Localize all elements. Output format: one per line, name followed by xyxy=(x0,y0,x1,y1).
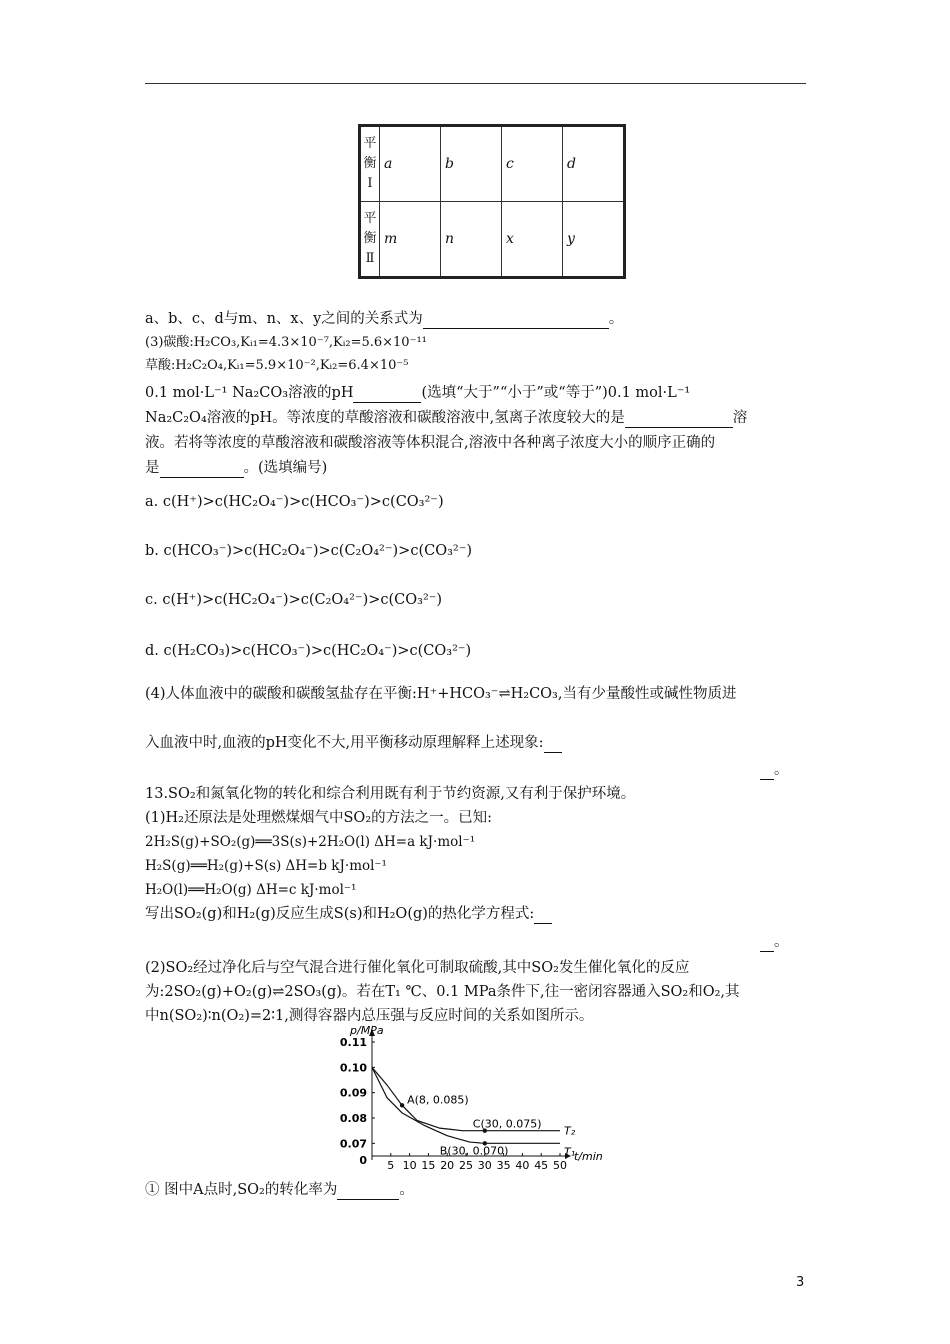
option-a: a. c(H⁺)>c(HC₂O₄⁻)>c(HCO₃⁻)>c(CO₃²⁻) xyxy=(145,494,444,510)
series-label: T₂ xyxy=(564,1124,576,1138)
table-cell: d xyxy=(563,126,625,202)
point-label: C(30, 0.075) xyxy=(472,1117,542,1131)
answer-blank[interactable] xyxy=(760,935,774,952)
point-label: B(30, 0.070) xyxy=(439,1144,509,1158)
relation-text: a、b、c、d与m、n、x、y之间的关系式为 xyxy=(145,311,423,327)
table-cell: n xyxy=(441,202,502,278)
header-rule xyxy=(145,83,806,84)
relation-end: 。 xyxy=(608,311,624,327)
q3-line3: 液。若将等浓度的草酸溶液和碳酸溶液等体积混合,溶液中各种离子浓度大小的顺序正确的 xyxy=(145,435,716,451)
x-tick-label: 25 xyxy=(459,1159,473,1172)
option-d: d. c(H₂CO₃)>c(HCO₃⁻)>c(HC₂O₄⁻)>c(CO₃²⁻) xyxy=(145,643,472,659)
x-axis-label: t/min xyxy=(574,1150,603,1163)
equation-2: H₂S(g)══H₂(g)+S(s) ΔH=b kJ·mol⁻¹ xyxy=(145,858,387,874)
answer-blank[interactable] xyxy=(423,312,609,329)
data-point xyxy=(400,1103,404,1107)
x-tick-label: 45 xyxy=(534,1159,549,1172)
answer-blank[interactable] xyxy=(337,1183,399,1200)
q3-line1b: (选填“大于”“小于”或“等于”)0.1 mol·L⁻¹ xyxy=(421,385,691,401)
y-tick-label: 0.10 xyxy=(339,1061,367,1075)
q3-line2b: 溶 xyxy=(732,410,748,426)
q13-part1: (1)H₂还原法是处理燃煤烟气中SO₂的方法之一。已知: xyxy=(145,810,493,826)
relation-question xyxy=(145,309,623,329)
q3-oxalic: 草酸:H₂C₂O₄,Kᵢ₁=5.9×10⁻²,Kᵢ₂=6.4×10⁻⁵ xyxy=(145,358,409,373)
q3-line4b: 。(选填编号) xyxy=(243,460,328,476)
q3-line2a: Na₂C₂O₄溶液的pH。等浓度的草酸溶液和碳酸溶液中,氢离子浓度较大的是 xyxy=(145,410,625,426)
x-tick-label: 20 xyxy=(440,1159,455,1172)
x-tick-label: 50 xyxy=(553,1159,567,1172)
x-tick-label: 5 xyxy=(387,1159,395,1172)
answer-blank[interactable] xyxy=(353,386,421,403)
q3-line2 xyxy=(145,408,747,428)
answer-blank[interactable] xyxy=(160,461,244,478)
q3-line4a: 是 xyxy=(145,460,160,476)
q4-end-mark: 。 xyxy=(774,762,789,778)
q4-line2-text: 入血液中时,血液的pH变化不大,用平衡移动原理解释上述现象: xyxy=(145,735,544,751)
q13-part2-line1: (2)SO₂经过净化后与空气混合进行催化氧化可制取硫酸,其中SO₂发生催化氧化的反应 xyxy=(145,960,690,976)
y-tick-label: 0 xyxy=(359,1154,367,1167)
q3-line4 xyxy=(145,458,327,478)
table-cell: a xyxy=(380,126,441,202)
table-row xyxy=(360,202,625,278)
equation-1: 2H₂S(g)+SO₂(g)══3S(s)+2H₂O(l) ΔH=a kJ·mol⁻¹ xyxy=(145,834,476,850)
row-head-1: 平衡Ⅰ xyxy=(360,126,380,202)
y-tick-label: 0.07 xyxy=(339,1137,367,1151)
pressure-time-chart xyxy=(330,1024,620,1174)
table-cell: x xyxy=(502,202,563,278)
table-cell: c xyxy=(502,126,563,202)
q4-line2 xyxy=(145,733,562,753)
y-axis-label: p/MPa xyxy=(350,1024,384,1037)
x-tick-label: 30 xyxy=(477,1159,492,1172)
q13-part1-ask-text: 写出SO₂(g)和H₂(g)反应生成S(s)和H₂O(g)的热化学方程式: xyxy=(145,906,535,922)
table-cell: m xyxy=(380,202,441,278)
answer-blank[interactable] xyxy=(534,907,552,924)
q13-part1-end-mark: 。 xyxy=(774,934,789,950)
q13-part2-ask-text: ① 图中A点时,SO₂的转化率为 xyxy=(145,1182,338,1198)
point-label: A(8, 0.085) xyxy=(407,1093,469,1107)
page-number: 3 xyxy=(796,1275,805,1290)
answer-blank[interactable] xyxy=(625,411,733,428)
q13-part2-line3: 中n(SO₂)∶n(O₂)=2∶1,测得容器内总压强与反应时间的关系如图所示。 xyxy=(145,1008,594,1024)
table-cell: y xyxy=(563,202,625,278)
q3-line1a: 0.1 mol·L⁻¹ Na₂CO₃溶液的pH xyxy=(145,385,354,401)
q13-intro: 13.SO₂和氮氧化物的转化和综合利用既有利于节约资源,又有利于保护环境。 xyxy=(145,786,636,802)
table-cell: b xyxy=(441,126,502,202)
x-tick-label: 35 xyxy=(496,1159,511,1172)
q13-part1-end xyxy=(760,932,789,952)
q13-part2-ask xyxy=(145,1180,414,1200)
equilibrium-table xyxy=(358,124,626,279)
table-row xyxy=(360,126,625,202)
q3-carbonic: (3)碳酸:H₂CO₃,Kᵢ₁=4.3×10⁻⁷,Kᵢ₂=5.6×10⁻¹¹ xyxy=(145,335,427,350)
row-head-2: 平衡Ⅱ xyxy=(360,202,380,278)
option-c: c. c(H⁺)>c(HC₂O₄⁻)>c(C₂O₄²⁻)>c(CO₃²⁻) xyxy=(145,592,443,608)
chart-annotations xyxy=(400,1093,542,1157)
equation-3: H₂O(l)══H₂O(g) ΔH=c kJ·mol⁻¹ xyxy=(145,882,357,898)
series-label: T₁ xyxy=(564,1145,576,1159)
y-tick-label: 0.11 xyxy=(339,1036,367,1049)
q3-line1 xyxy=(145,383,690,403)
q13-part2-line2: 为:2SO₂(g)+O₂(g)⇌2SO₃(g)。若在T₁ ℃、0.1 MPa条件下,往一密闭容器通入SO₂和O₂,其 xyxy=(145,984,740,1000)
y-tick-label: 0.09 xyxy=(339,1086,367,1100)
q4-line1: (4)人体血液中的碳酸和碳酸氢盐存在平衡:H⁺+HCO₃⁻⇌H₂CO₃,当有少量酸性或碱性物质进 xyxy=(145,686,737,702)
y-tick-label: 0.08 xyxy=(339,1112,367,1125)
q4-end xyxy=(760,760,789,780)
x-tick-label: 15 xyxy=(421,1159,436,1172)
q13-part1-ask xyxy=(145,904,552,924)
answer-blank[interactable] xyxy=(544,736,562,753)
x-tick-label: 40 xyxy=(515,1159,530,1172)
q13-part2-end-mark: 。 xyxy=(399,1182,414,1198)
x-tick-label: 10 xyxy=(402,1159,417,1172)
option-b: b. c(HCO₃⁻)>c(HC₂O₄⁻)>c(C₂O₄²⁻)>c(CO₃²⁻) xyxy=(145,543,473,559)
answer-blank[interactable] xyxy=(760,763,774,780)
